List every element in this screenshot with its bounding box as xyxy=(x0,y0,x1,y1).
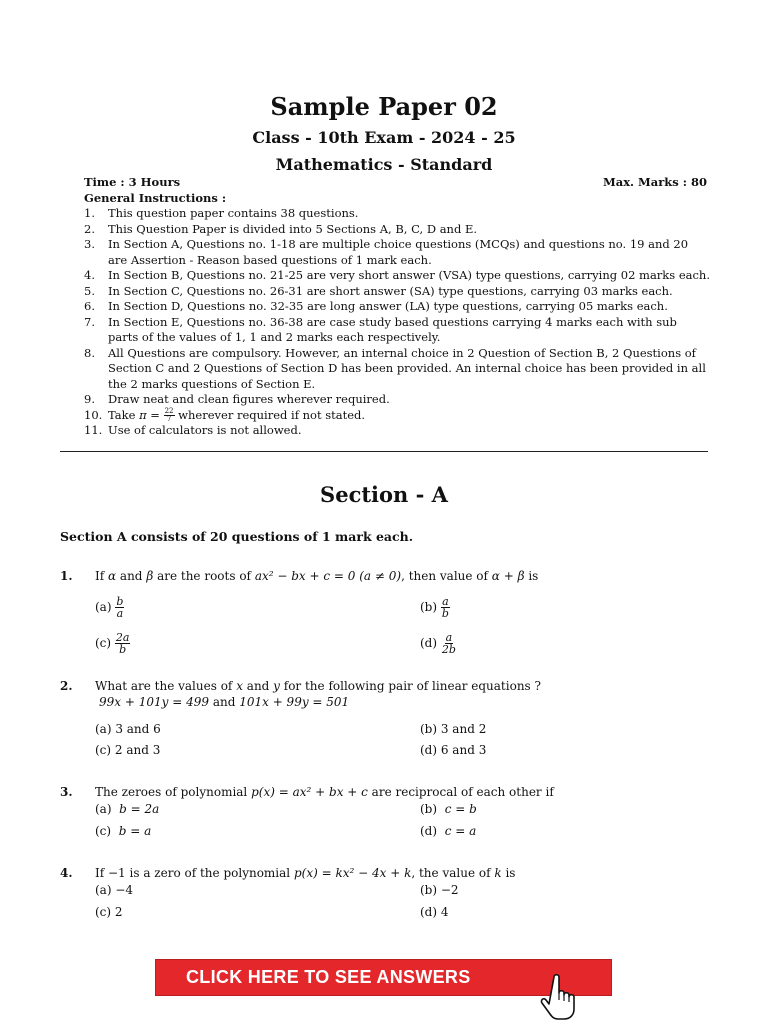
instruction-number: 3. xyxy=(84,237,95,251)
instruction-number: 1. xyxy=(84,206,95,220)
instruction-item xyxy=(84,346,710,393)
option-a: (a) b = 2a xyxy=(95,802,160,816)
question-number: 3. xyxy=(60,785,73,799)
option-a: (a) 3 and 6 xyxy=(95,722,161,736)
option-a: (a) −4 xyxy=(95,883,134,897)
fraction-denominator: 7 xyxy=(166,415,172,423)
time-allowed: Time : 3 Hours xyxy=(84,175,181,189)
option-c: (c) b = a xyxy=(95,824,152,838)
option-a: (a) $\frac{b}{a}$ xyxy=(95,595,124,620)
question-text: The zeroes of polynomial p(x) = ax² + bx + c are reciprocal of each other if xyxy=(95,785,554,799)
instruction-number: 11. xyxy=(84,423,103,437)
option-b: (b) −2 xyxy=(420,883,459,897)
option-d: (d) c = a xyxy=(420,824,477,838)
pointing-hand-icon[interactable] xyxy=(534,973,584,1023)
instruction-item xyxy=(84,237,710,268)
instruction-number: 5. xyxy=(84,283,95,298)
option-b: (b) c = b xyxy=(420,802,477,816)
instruction-text-after: wherever required if not stated. xyxy=(174,407,366,422)
instruction-text: This Question Paper is divided into 5 Sections A, B, C, D and E. xyxy=(108,221,478,236)
subject-line: Mathematics - Standard xyxy=(275,155,493,174)
question-equations: 99x + 101y = 499 and 101x + 99y = 501 xyxy=(99,695,350,709)
instruction-number: 8. xyxy=(84,345,95,360)
instructions-list xyxy=(84,206,710,439)
option-d: (d) $\frac{a}{2b}$ xyxy=(420,631,456,656)
fraction xyxy=(164,408,175,423)
instruction-item xyxy=(84,423,710,439)
instruction-number: 7. xyxy=(84,314,95,329)
section-title: Section - A xyxy=(320,482,448,507)
option-c: (c) 2 xyxy=(95,905,123,919)
option-b: (b) $\frac{a}{b}$ xyxy=(420,595,449,620)
instruction-text: In Section A, Questions no. 1-18 are multiple choice questions (MCQs) and questions no. 19 and 20 are Assertion - Reason based questions of 1 mark each. xyxy=(108,237,689,267)
question-number: 1. xyxy=(60,569,73,583)
instruction-text: In Section C, Questions no. 26-31 are short answer (SA) type questions, carrying 03 marks each. xyxy=(108,283,673,298)
instruction-number: 6. xyxy=(84,299,95,313)
max-marks: Max. Marks : 80 xyxy=(603,175,707,189)
instruction-item xyxy=(84,315,710,346)
question-number: 4. xyxy=(60,866,73,880)
instruction-item xyxy=(84,284,710,300)
class-line: Class - 10th Exam - 2024 - 25 xyxy=(252,128,516,147)
pi-symbol: π xyxy=(139,407,147,422)
instruction-item xyxy=(84,408,710,424)
instruction-item xyxy=(84,206,710,222)
instruction-text: In Section B, Questions no. 21-25 are very short answer (VSA) type questions, carrying 02 marks each. xyxy=(108,268,710,282)
option-c: (c) 2 and 3 xyxy=(95,743,161,757)
option-b: (b) 3 and 2 xyxy=(420,722,487,736)
option-d: (d) 4 xyxy=(420,905,449,919)
instruction-number: 9. xyxy=(84,392,95,406)
option-c: (c) $\frac{2a}{b}$ xyxy=(95,631,130,656)
question-text: If −1 is a zero of the polynomial p(x) = kx² − 4x + k, the value of k is xyxy=(95,866,516,880)
instruction-item xyxy=(84,222,710,238)
equals-sign: = xyxy=(146,407,164,422)
instruction-text: Use of calculators is not allowed. xyxy=(108,423,302,437)
instruction-number: 10. xyxy=(84,407,103,422)
instruction-item xyxy=(84,268,710,284)
instruction-text-before: Take xyxy=(108,407,140,422)
general-instructions-heading: General Instructions : xyxy=(84,191,227,205)
instruction-number: 4. xyxy=(84,268,95,282)
question-text: If α and β are the roots of ax² − bx + c = 0 (a ≠ 0), then value of α + β is xyxy=(95,569,539,583)
question-number: 2. xyxy=(60,679,73,693)
fraction-numerator: 22 xyxy=(164,407,174,415)
see-answers-label: CLICK HERE TO SEE ANSWERS xyxy=(186,967,471,987)
instruction-item xyxy=(84,392,710,408)
instruction-number: 2. xyxy=(84,221,95,236)
instruction-text: This question paper contains 38 questions. xyxy=(108,206,359,220)
option-d: (d) 6 and 3 xyxy=(420,743,487,757)
instruction-text: All Questions are compulsory. However, an internal choice in 2 Question of Section B, 2 Questions of Section C and 2 Questions of Section D has been provided. An internal choice has been provided in all the 2 marks questions of Section E. xyxy=(108,345,706,391)
page-title: Sample Paper 02 xyxy=(270,92,498,121)
instruction-text: In Section D, Questions no. 32-35 are long answer (LA) type questions, carrying 05 marks each. xyxy=(108,299,668,313)
instruction-text: In Section E, Questions no. 36-38 are case study based questions carrying 4 marks each with sub parts of the values of 1, 1 and 2 marks each respectively. xyxy=(108,314,677,344)
instruction-item xyxy=(84,299,710,315)
section-description: Section A consists of 20 questions of 1 mark each. xyxy=(60,529,414,544)
divider xyxy=(60,451,708,452)
instruction-text: Draw neat and clean figures wherever required. xyxy=(108,392,390,406)
question-text: What are the values of x and y for the following pair of linear equations ? xyxy=(95,679,541,693)
